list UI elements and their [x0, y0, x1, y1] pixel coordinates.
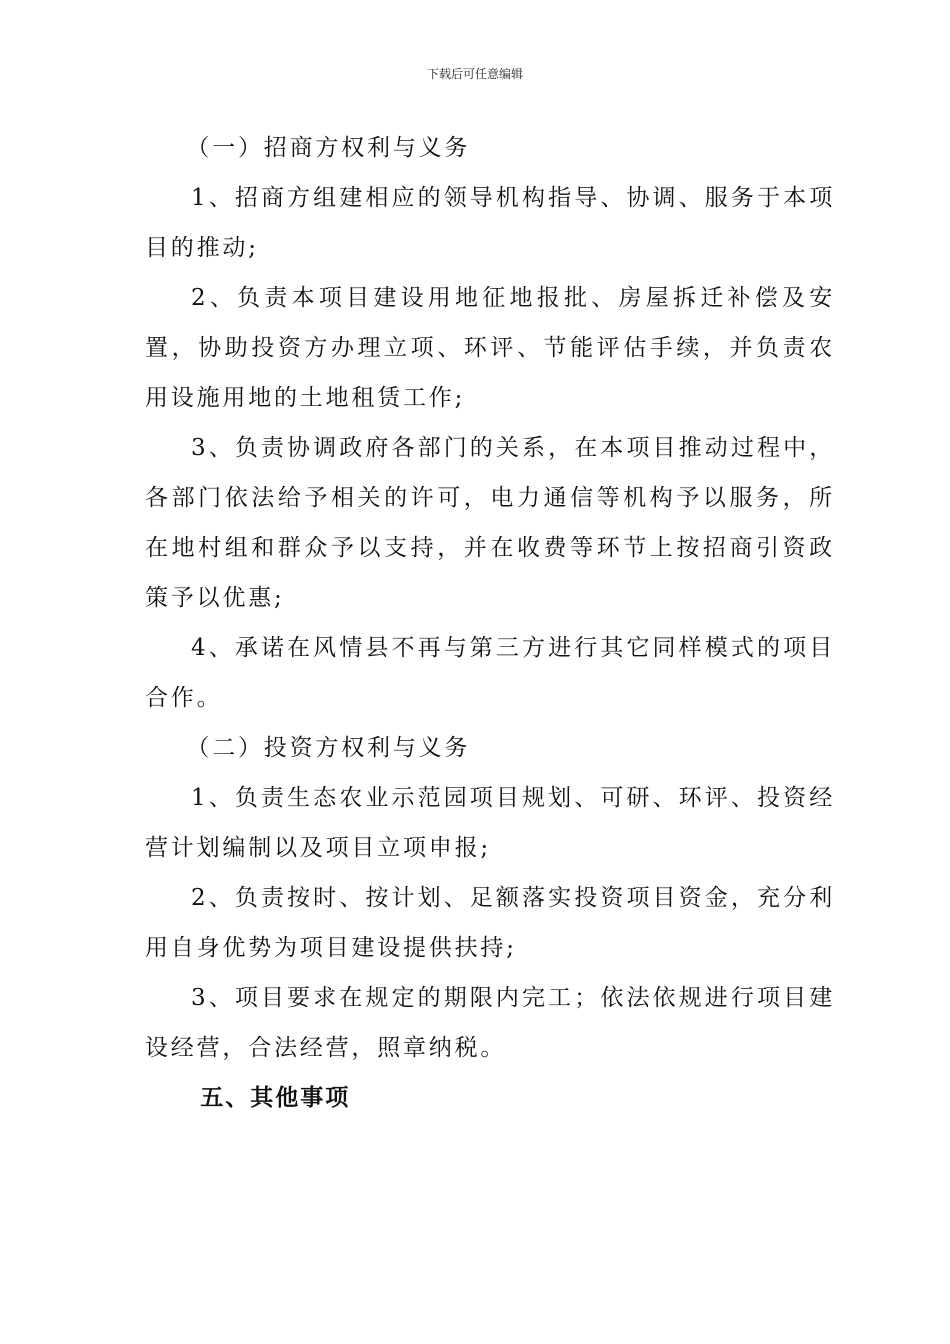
paragraph-1-3: 3、负责协调政府各部门的关系，在本项目推动过程中，各部门依法给予相关的许可，电力通信等机构予以服务，所在地村组和群众予以支持，并在收费等环节上按招商引资政策予以优惠;	[145, 435, 835, 611]
document-body	[145, 123, 835, 1123]
paragraph-2-1: 1、负责生态农业示范园项目规划、可研、环评、投资经营计划编制以及项目立项申报;	[145, 785, 835, 861]
paragraph-1-1: 1、招商方组建相应的领导机构指导、协调、服务于本项目的推动;	[145, 185, 835, 261]
paragraph-1-2: 2、负责本项目建设用地征地报批、房屋拆迁补偿及安置，协助投资方办理立项、环评、节能评估手续，并负责农用设施用地的土地租赁工作;	[145, 285, 835, 411]
paragraph-2-3: 3、项目要求在规定的期限内完工；依法依规进行项目建设经营，合法经营，照章纳税。	[145, 985, 835, 1061]
page-header-note: 下载后可任意编辑	[426, 67, 523, 81]
section-title-investor: （二）投资方权利与义务	[186, 735, 471, 761]
section-title-investor-attraction: （一）招商方权利与义务	[186, 135, 471, 161]
paragraph-2-2: 2、负责按时、按计划、足额落实投资项目资金，充分利用自身优势为项目建设提供扶持;	[145, 885, 835, 961]
paragraph-1-4: 4、承诺在风情县不再与第三方进行其它同样模式的项目合作。	[145, 635, 835, 711]
section-heading-other-matters: 五、其他事项	[200, 1085, 351, 1111]
